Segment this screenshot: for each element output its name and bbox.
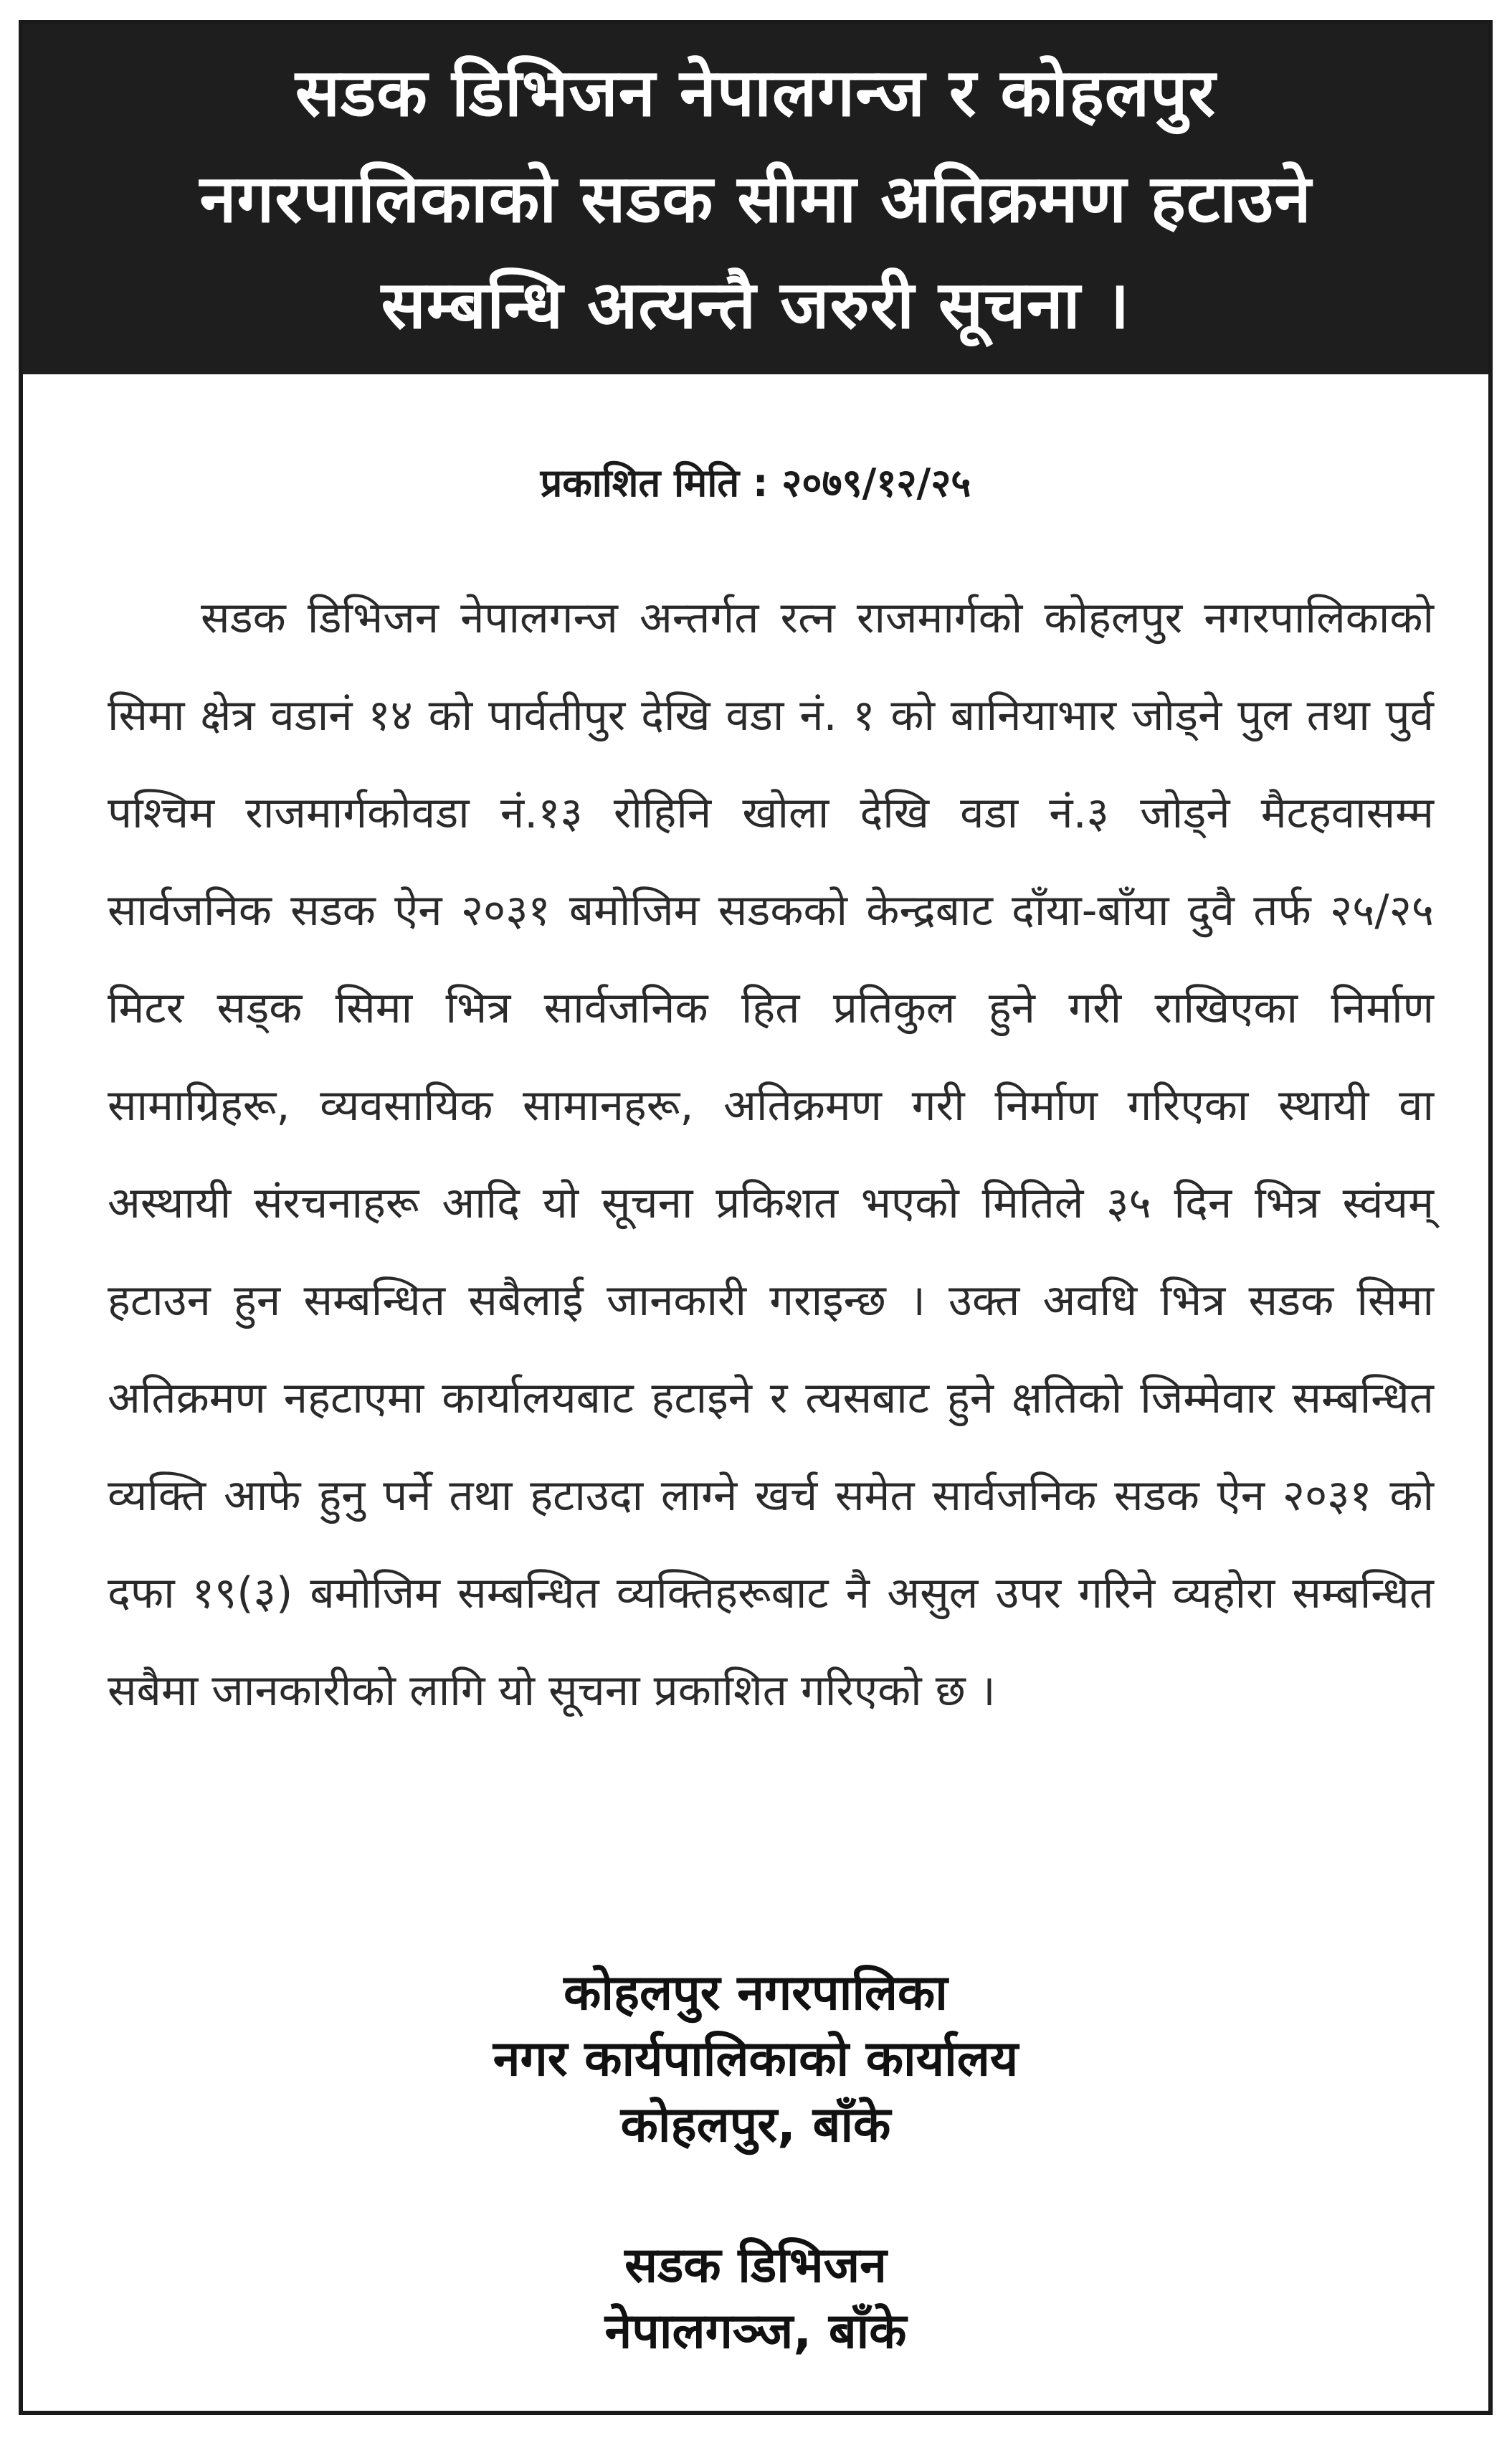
publication-date: प्रकाशित मिति : २०७९/१२/२५ <box>540 460 971 506</box>
division-address: नेपालगञ्ज, बाँके <box>604 2303 907 2360</box>
headline-banner <box>23 24 1488 374</box>
municipality-name: कोहलपुर नगरपालिका <box>564 1965 948 2021</box>
signature-municipality <box>23 1960 1488 2158</box>
municipality-office: नगर कार्यपालिकाको कार्यालय <box>493 2031 1019 2087</box>
signature-road-division <box>23 2233 1488 2365</box>
division-name: सडक डिभिजन <box>624 2237 887 2294</box>
notice-frame <box>19 20 1493 2415</box>
headline-line-2: नगरपालिकाको सडक सीमा अतिक्रमण हटाउने <box>199 161 1312 237</box>
municipality-address: कोहलपुर, बाँके <box>620 2097 891 2153</box>
headline-line-3: सम्बन्धि अत्यन्तै जरुरी सूचना । <box>381 267 1131 343</box>
headline-line-1: सडक डिभिजन नेपालगन्ज र कोहलपुर <box>295 54 1217 131</box>
notice-body: सडक डिभिजन नेपालगन्ज अन्तर्गत रत्न राजमार्गको कोहलपुर नगरपालिकाको सिमा क्षेत्र वडानं १४ को पार्वतीपुर देखि वडा नं. १ को बानियाभार जोड्ने पुल तथा पुर्व पश्चिम राजमार्गकोवडा नं.१३ रोहिनि खोला देखि वडा नं.३ जोड्ने मैटहवासम्म सार्वजनिक सडक ऐन २०३१ बमोजिम सडकको केन्द्रबाट दाँया-बाँया दुवै तर्फ २५/२५ मिटर सड्क सिमा भित्र सार्वजनिक हित प्रतिकुल हुने गरी राखिएका निर्माण सामाग्रिहरू, व्यवसायिक सामानहरू, अतिक्रमण गरी निर्माण गरिएका स्थायी वा अस्थायी संरचनाहरू आदि यो सूचना प्रकिशत भएको मितिले ३५ दिन भित्र स्वंयम् हटाउन हुन सम्बन्धित सबैलाई जानकारी गराइन्छ । उक्त अवधि भित्र सडक सिमा अतिक्रमण नहटाएमा कार्यालयबाट हटाइने र त्यसबाट हुने क्षतिको जिम्मेवार सम्बन्धित व्यक्ति आफे हुनु पर्ने तथा हटाउदा लाग्ने खर्च समेत सार्वजनिक सडक ऐन २०३१ को दफा १९(३) बमोजिम सम्बन्धित व्यक्तिहरूबाट नै असुल उपर गरिने व्यहोरा सम्बन्धित सबैमा जानकारीको लागि यो सूचना प्रकाशित गरिएको छ । <box>108 593 1434 1716</box>
